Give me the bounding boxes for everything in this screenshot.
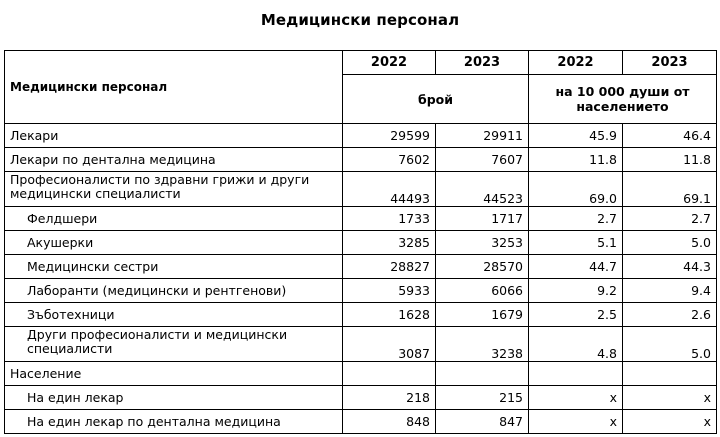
row-label: Лекари	[5, 124, 343, 148]
cell-count-2023: 7607	[436, 148, 529, 172]
cell-count-2022: 7602	[343, 148, 436, 172]
cell-rate-2022: 4.8	[529, 327, 623, 362]
table-row	[5, 172, 717, 207]
header-year-2023-count: 2023	[436, 51, 529, 75]
cell-count-2023: 6066	[436, 279, 529, 303]
table-row	[5, 207, 717, 231]
table-row	[5, 303, 717, 327]
cell-rate-2023: 9.4	[623, 279, 717, 303]
cell-count-2023	[436, 362, 529, 386]
table-row	[5, 255, 717, 279]
cell-count-2022: 1628	[343, 303, 436, 327]
table-row	[5, 124, 717, 148]
cell-count-2023: 215	[436, 386, 529, 410]
row-label: Медицински сестри	[5, 255, 343, 279]
row-label: Зъботехници	[5, 303, 343, 327]
cell-rate-2023: 2.7	[623, 207, 717, 231]
cell-rate-2023: 44.3	[623, 255, 717, 279]
cell-rate-2022: 45.9	[529, 124, 623, 148]
cell-count-2022	[343, 362, 436, 386]
cell-count-2023: 28570	[436, 255, 529, 279]
table-row	[5, 231, 717, 255]
cell-rate-2023: 69.1	[623, 172, 717, 207]
cell-count-2022: 29599	[343, 124, 436, 148]
cell-count-2022: 3087	[343, 327, 436, 362]
cell-rate-2023: x	[623, 386, 717, 410]
cell-count-2022: 1733	[343, 207, 436, 231]
row-label: Акушерки	[5, 231, 343, 255]
cell-count-2023: 29911	[436, 124, 529, 148]
table-row	[5, 410, 717, 434]
row-label: Професионалисти по здравни грижи и други медицински специалисти	[5, 172, 343, 207]
header-year-2022-rate: 2022	[529, 51, 623, 75]
table-row	[5, 327, 717, 362]
cell-count-2023: 3253	[436, 231, 529, 255]
page-title: Медицински персонал	[260, 11, 460, 29]
cell-count-2022: 218	[343, 386, 436, 410]
cell-rate-2022: 5.1	[529, 231, 623, 255]
row-label: Лаборанти (медицински и рентгенови)	[5, 279, 343, 303]
header-unit-count: брой	[343, 75, 529, 124]
header-unit-rate-line2: населението	[576, 99, 669, 114]
row-label: На един лекар по дентална медицина	[5, 410, 343, 434]
cell-rate-2023: 5.0	[623, 231, 717, 255]
table-row	[5, 148, 717, 172]
cell-rate-2022: 2.5	[529, 303, 623, 327]
header-unit-rate-line1: на 10 000 души от	[555, 84, 690, 99]
cell-rate-2023: 46.4	[623, 124, 717, 148]
header-row-years	[5, 51, 717, 75]
cell-count-2022: 848	[343, 410, 436, 434]
table-row	[5, 386, 717, 410]
cell-count-2023: 847	[436, 410, 529, 434]
row-label: Население	[5, 362, 343, 386]
cell-rate-2023: 11.8	[623, 148, 717, 172]
cell-count-2023: 1717	[436, 207, 529, 231]
medical-staff-table	[4, 50, 717, 434]
cell-rate-2023: 2.6	[623, 303, 717, 327]
cell-rate-2022: 2.7	[529, 207, 623, 231]
header-row-label: Медицински персонал	[5, 51, 343, 124]
cell-rate-2022: x	[529, 410, 623, 434]
header-year-2022-count: 2022	[343, 51, 436, 75]
cell-rate-2023: 5.0	[623, 327, 717, 362]
row-label: На един лекар	[5, 386, 343, 410]
cell-rate-2022: 9.2	[529, 279, 623, 303]
cell-count-2022: 28827	[343, 255, 436, 279]
header-unit-rate	[529, 75, 717, 124]
cell-count-2023: 44523	[436, 172, 529, 207]
table-row	[5, 362, 717, 386]
cell-count-2023: 3238	[436, 327, 529, 362]
cell-rate-2022: x	[529, 386, 623, 410]
row-label: Фелдшери	[5, 207, 343, 231]
row-label: Други професионалисти и медицински специалисти	[5, 327, 343, 362]
cell-rate-2022: 11.8	[529, 148, 623, 172]
cell-count-2023: 1679	[436, 303, 529, 327]
header-year-2023-rate: 2023	[623, 51, 717, 75]
cell-count-2022: 44493	[343, 172, 436, 207]
cell-count-2022: 3285	[343, 231, 436, 255]
cell-rate-2022: 44.7	[529, 255, 623, 279]
cell-rate-2023	[623, 362, 717, 386]
cell-rate-2022: 69.0	[529, 172, 623, 207]
cell-rate-2023: x	[623, 410, 717, 434]
cell-rate-2022	[529, 362, 623, 386]
table-row	[5, 279, 717, 303]
cell-count-2022: 5933	[343, 279, 436, 303]
row-label: Лекари по дентална медицина	[5, 148, 343, 172]
